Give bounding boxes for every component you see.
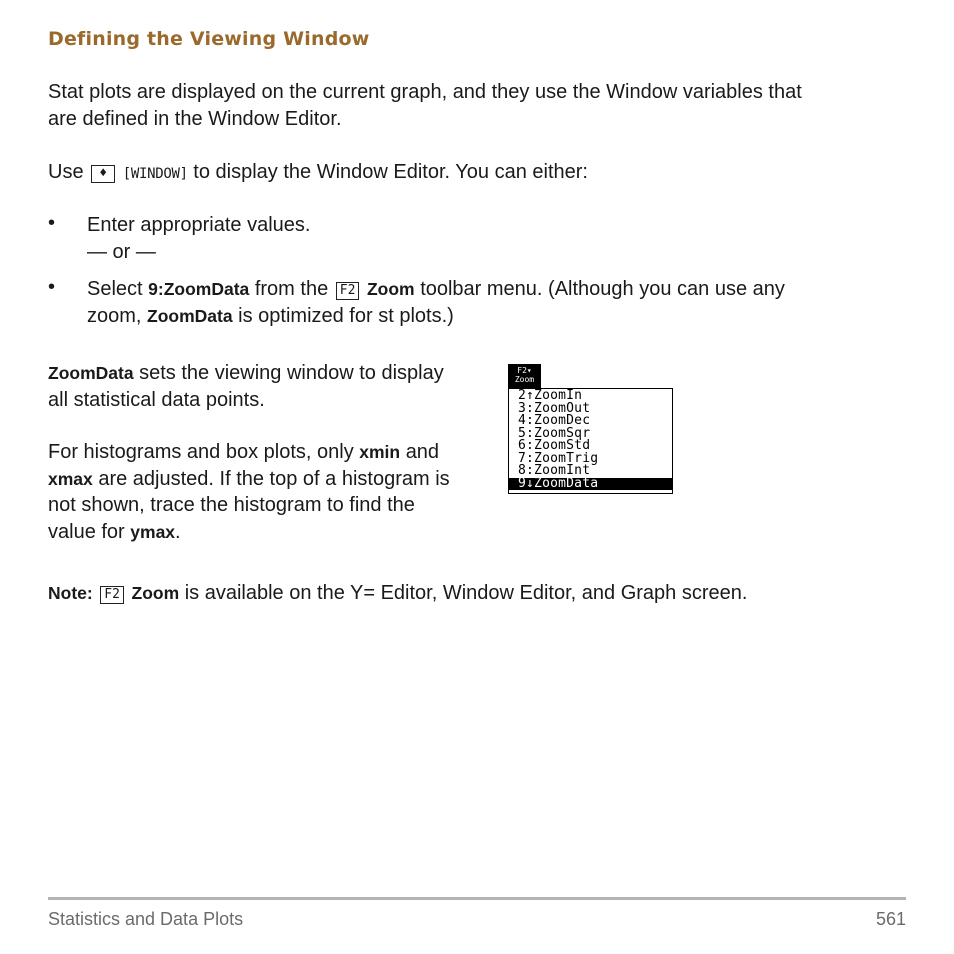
intro-paragraph — [48, 79, 908, 132]
zoom-term: Zoom — [131, 583, 180, 603]
period: . — [175, 520, 181, 543]
histogram-line-1: For histograms and box plots, only — [48, 441, 354, 463]
menu-item-zoomint: 8:ZoomInt — [518, 463, 591, 478]
histogram-line-3: not shown, trace the histogram to find the — [48, 494, 415, 516]
note-paragraph — [48, 580, 918, 607]
menu-item-zoomtrig: 7:ZoomTrig — [518, 450, 599, 466]
zoomdata-menu-item-term: 9:ZoomData — [148, 279, 250, 299]
zoomdata-paragraph — [48, 360, 498, 413]
use-line — [48, 159, 908, 188]
f2-key-icon: F2 — [336, 282, 360, 300]
tab-f2-label: F2▾ — [517, 366, 532, 375]
page-number: 561 — [875, 909, 906, 929]
histogram-paragraph — [48, 439, 498, 545]
window-key: [WINDOW] — [122, 166, 188, 182]
histogram-line-4: value for — [48, 520, 125, 543]
section-heading: Defining the Viewing Window — [48, 28, 370, 50]
from-the: from the — [254, 278, 329, 300]
use-suffix: to display the Window Editor. You can either: — [193, 161, 588, 183]
use-prefix: Use — [48, 161, 84, 183]
menu-item-zoomin: 2↑ZoomIn — [518, 388, 583, 403]
histogram-line-2: are adjusted. If the top of a histogram is — [98, 467, 450, 490]
note-text: is available on the Y= Editor, Window Editor, and Graph screen. — [184, 582, 748, 604]
menu-item-zoomout: 3:ZoomOut — [518, 400, 591, 416]
intro-line-1: Stat plots are displayed on the current graph, and they use the Window variables that — [48, 81, 802, 103]
zoom-word: zoom, — [87, 304, 142, 327]
zoom-dropdown-menu — [508, 388, 673, 494]
menu-item-zoomdata: 9↓ZoomData — [509, 478, 672, 491]
footer-divider — [48, 897, 906, 900]
diamond-key-icon: ♦ — [91, 165, 115, 183]
zoom-term: Zoom — [366, 279, 415, 299]
bullet-item-1 — [87, 212, 877, 265]
f2-zoom-tab — [508, 364, 541, 388]
zoomdata-line-2: all statistical data points. — [48, 388, 265, 411]
menu-item-zoomstd: 6:ZoomStd — [518, 438, 591, 453]
tab-zoom-label: Zoom — [514, 375, 535, 384]
xmax-term: xmax — [48, 468, 93, 489]
bullet-item-2 — [87, 276, 877, 329]
bullet-2-rest: toolbar menu. (Although you can use any — [420, 278, 785, 300]
menu-item-zoomdec: 4:ZoomDec — [518, 413, 591, 428]
and-word: and — [405, 441, 440, 463]
f2-key-icon: F2 — [100, 586, 124, 604]
zoom-menu-screenshot — [508, 364, 673, 494]
xmin-term: xmin — [359, 442, 401, 462]
bullet-2-line2-suffix: is optimized for st plots.) — [238, 304, 454, 327]
ymax-term: ymax — [130, 521, 176, 542]
zoomdata-line-1: sets the viewing window to display — [139, 362, 444, 384]
zoomdata-term: ZoomData — [48, 363, 134, 383]
intro-line-2: are defined in the Window Editor. — [48, 107, 342, 130]
select-word: Select — [87, 278, 143, 300]
zoomdata-term: ZoomData — [147, 305, 233, 326]
footer-section-title: Statistics and Data Plots — [48, 909, 244, 929]
menu-item-zoomsqr: 5:ZoomSqr — [518, 425, 591, 441]
or-separator: — or — — [87, 240, 156, 263]
note-label: Note: — [48, 583, 93, 603]
bullet-dot-2: • — [48, 276, 56, 298]
bullet-dot-1: • — [48, 212, 56, 234]
bullet-1-text: Enter appropriate values. — [87, 214, 311, 236]
